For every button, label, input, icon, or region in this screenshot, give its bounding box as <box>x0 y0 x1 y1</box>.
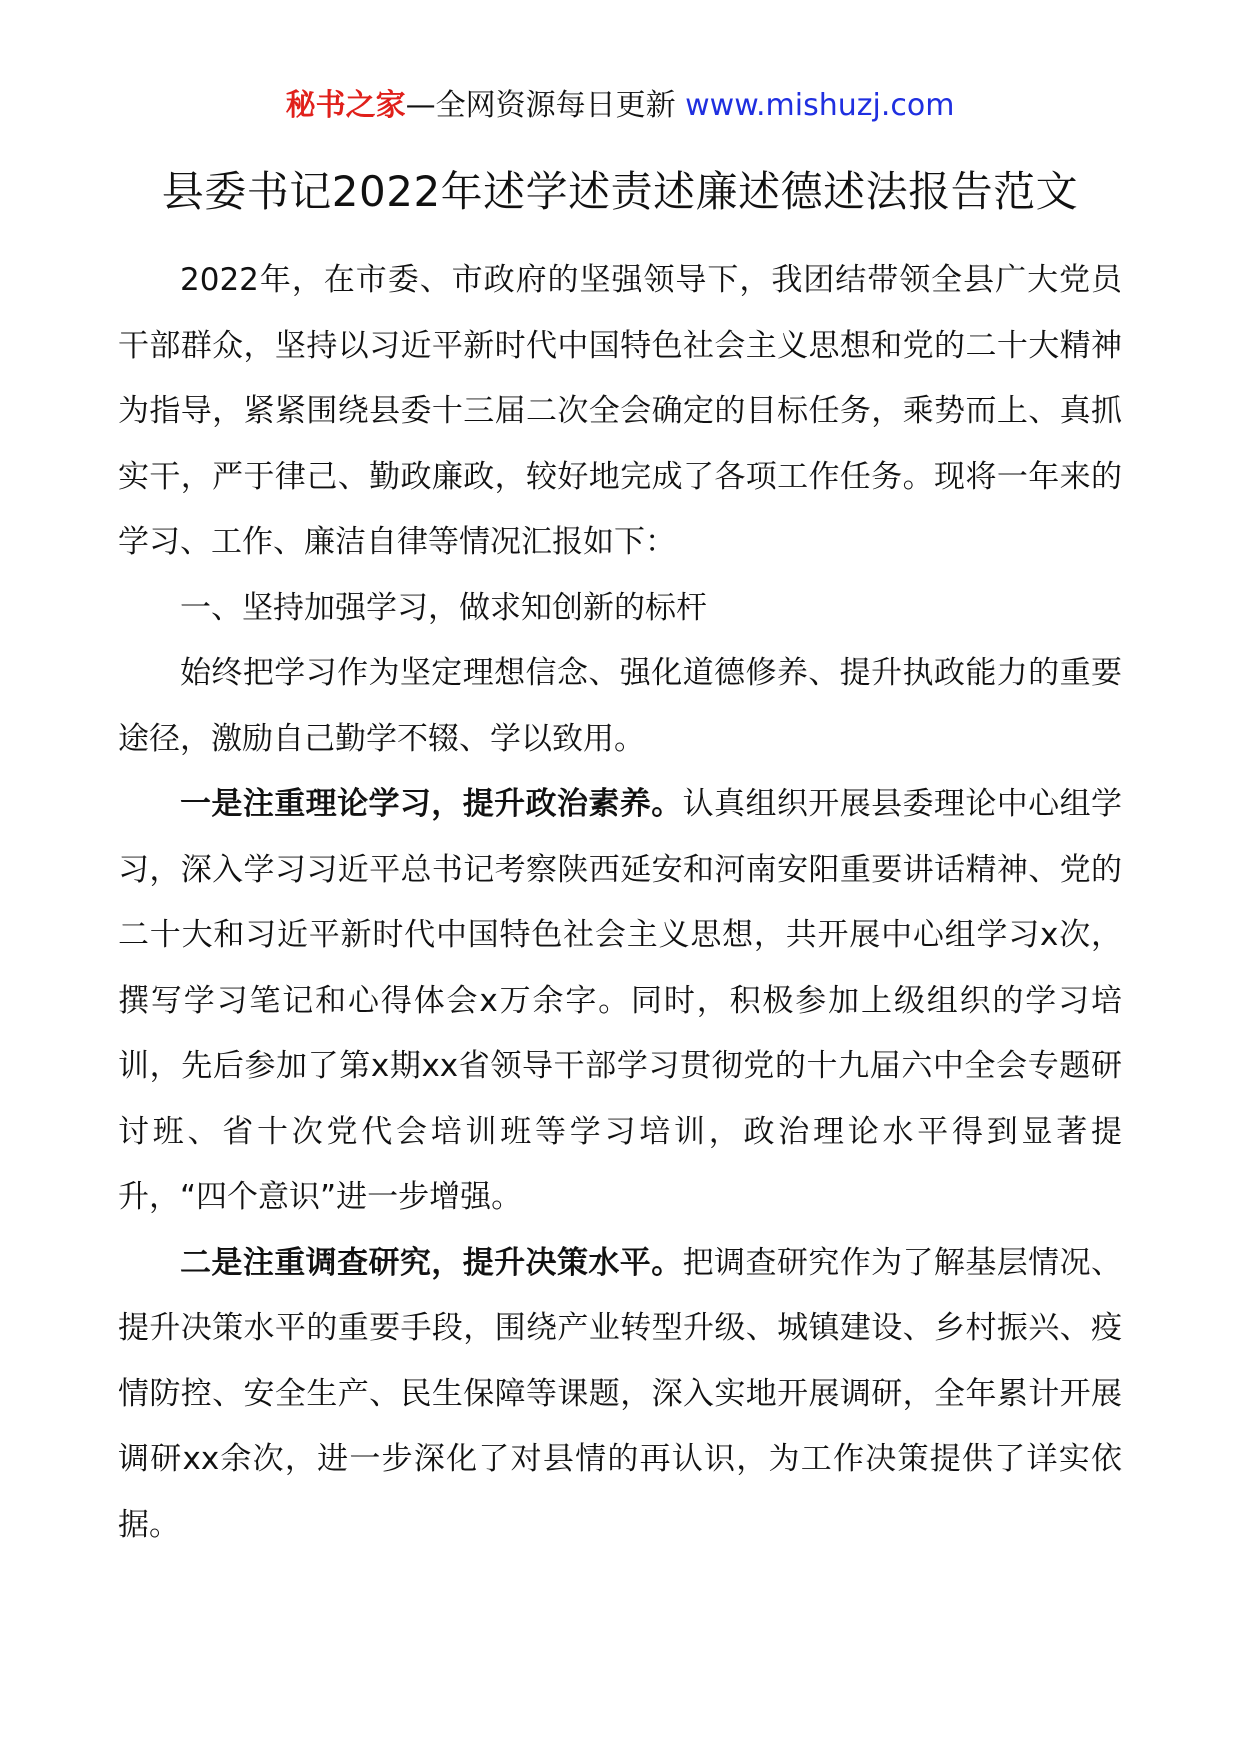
site-brand: 秘书之家 <box>285 88 406 123</box>
document-body <box>118 248 1122 1558</box>
site-header <box>0 86 1240 126</box>
paragraph-intro: 2022年，在市委、市政府的坚强领导下，我团结带领全县广大党员干部群众，坚持以习近平新时代中国特色社会主义思想和党的二十大精神为指导，紧紧围绕县委十三届二次全会确定的目标任务，乘势而上、真抓实干，严于律己、勤政廉政，较好地完成了各项工作任务。现将一年来的学习、工作、廉洁自律等情况汇报如下： <box>118 262 1122 560</box>
paragraph-lead: 二是注重调查研究，提升决策水平。 <box>180 1244 683 1281</box>
paragraph-lead: 一是注重理论学习，提升政治素养。 <box>180 786 683 822</box>
paragraph-research: 二是注重调查研究，提升决策水平。把调查研究作为了解基层情况、提升决策水平的重要手段，围绕产业转型升级、城镇建设、乡村振兴、疫情防控、安全生产、民生保障等课题，深入实地开展调研，全年累计开展调研xx余次，进一步深化了对县情的再认识，为工作决策提供了详实依据。 <box>118 1244 1123 1543</box>
site-url-link[interactable]: www.mishuzj.com <box>685 88 955 123</box>
section-heading: 一、坚持加强学习，做求知创新的标杆 <box>180 589 707 626</box>
site-slogan: —全网资源每日更新 <box>405 88 676 123</box>
paragraph-section-intro: 始终把学习作为坚定理想信念、强化道德修养、提升执政能力的重要途径，激励自己勤学不辍、学以致用。 <box>118 655 1122 757</box>
paragraph-theory-study: 一是注重理论学习，提升政治素养。认真组织开展县委理论中心组学习，深入学习习近平总书记考察陕西延安和河南安阳重要讲话精神、党的二十大和习近平新时代中国特色社会主义思想，共开展中心组学习x次，撰写学习笔记和心得体会x万余字。同时，积极参加上级组织的学习培训，先后参加了第x期xx省领导干部学习贯彻党的十九届六中全会专题研讨班、省十次党代会培训班等学习培训，政治理论水平得到显著提升，“四个意识”进一步增强。 <box>118 786 1123 1215</box>
document-title: 县委书记2022年述学述责述廉述德述法报告范文 <box>161 167 1079 216</box>
